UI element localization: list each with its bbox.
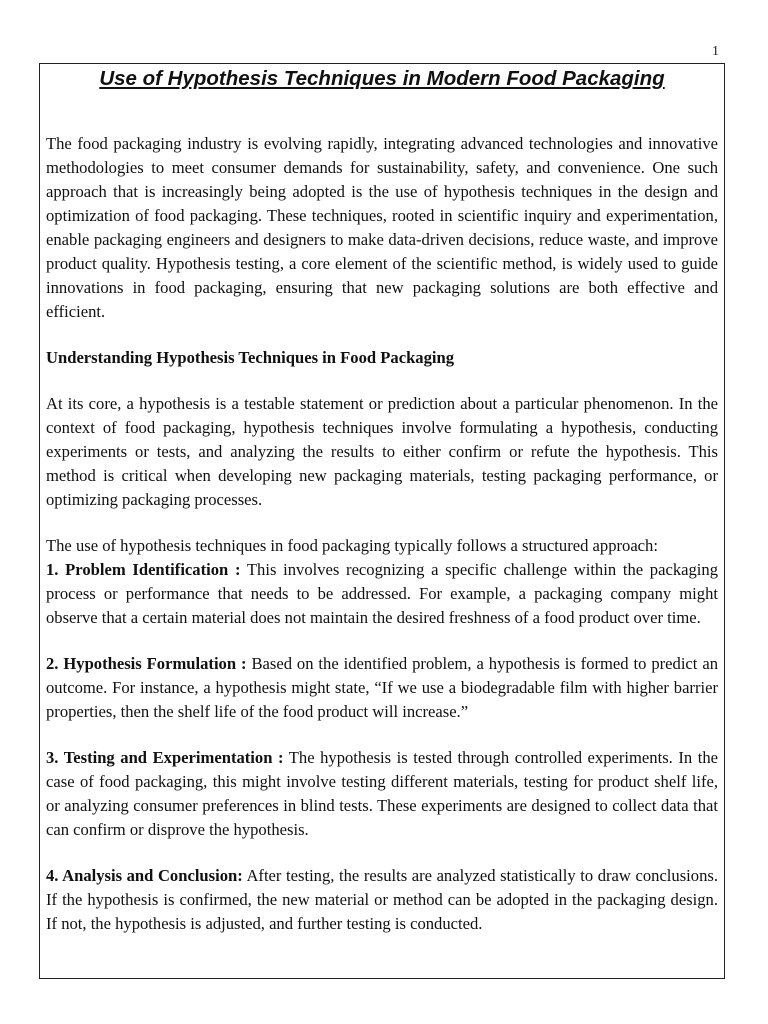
step-label: 1. Problem Identification : (46, 560, 241, 579)
step-label: 2. Hypothesis Formulation : (46, 654, 247, 673)
approach-intro: The use of hypothesis techniques in food packaging typically follows a structured approach: (46, 536, 658, 555)
step-text: This involves recognizing a specific challenge within the packaging process or performance that needs to be addressed. For example, a packaging company might observe that a certain material does not maintain the desired freshness of a food product over time. (46, 560, 719, 627)
step-paragraph (46, 652, 718, 724)
step-paragraph (46, 558, 718, 630)
step-text: The hypothesis is tested through controlled experiments. In the case of food packaging, this might involve testing different materials, testing for product shelf life, or analyzing consumer preferences in blind tests. These experiments are designed to collect data that can confirm or disprove the hypothesis. (46, 748, 718, 839)
step-text: Based on the identified problem, a hypothesis is formed to predict an outcome. For instance, a hypothesis might state, “If we use a biodegradable film with higher barrier properties, then the shelf life of the food product will increase.” (46, 654, 718, 721)
section-heading: Understanding Hypothesis Techniques in Food Packaging (46, 348, 455, 367)
core-paragraph: At its core, a hypothesis is a testable statement or prediction about a particular phenomenon. In the context of food packaging, hypothesis techniques involve formulating a hypothesis, conducting experiments or tests, and analyzing the results to either confirm or refute the hypothesis. This method is critical when developing new packaging materials, testing packaging performance, or optimizing packaging processes. (46, 394, 718, 509)
step-paragraph (46, 864, 718, 936)
intro-paragraph: The food packaging industry is evolving rapidly, integrating advanced technologies and innovative methodologies to meet consumer demands for sustainability, safety, and convenience. One such approach that is increasingly being adopted is the use of hypothesis techniques in the design and optimization of food packaging. These techniques, rooted in scientific inquiry and experimentation, enable packaging engineers and designers to make data-driven decisions, reduce waste, and improve product quality. Hypothesis testing, a core element of the scientific method, is widely used to guide innovations in food packaging, ensuring that new packaging solutions are both effective and efficient. (46, 134, 718, 321)
step-label: 4. Analysis and Conclusion: (46, 866, 243, 885)
page-number: 1 (712, 44, 719, 59)
step-label: 3. Testing and Experimentation : (46, 748, 284, 767)
step-text: After testing, the results are analyzed statistically to draw conclusions. If the hypothesis is confirmed, the new material or method can be adopted in the packaging design. If not, the hypothesis is adjusted, and further testing is conducted. (46, 866, 718, 933)
document-title: Use of Hypothesis Techniques in Modern Food Packaging (99, 67, 665, 90)
step-paragraph (46, 746, 718, 842)
page-frame (39, 63, 725, 979)
